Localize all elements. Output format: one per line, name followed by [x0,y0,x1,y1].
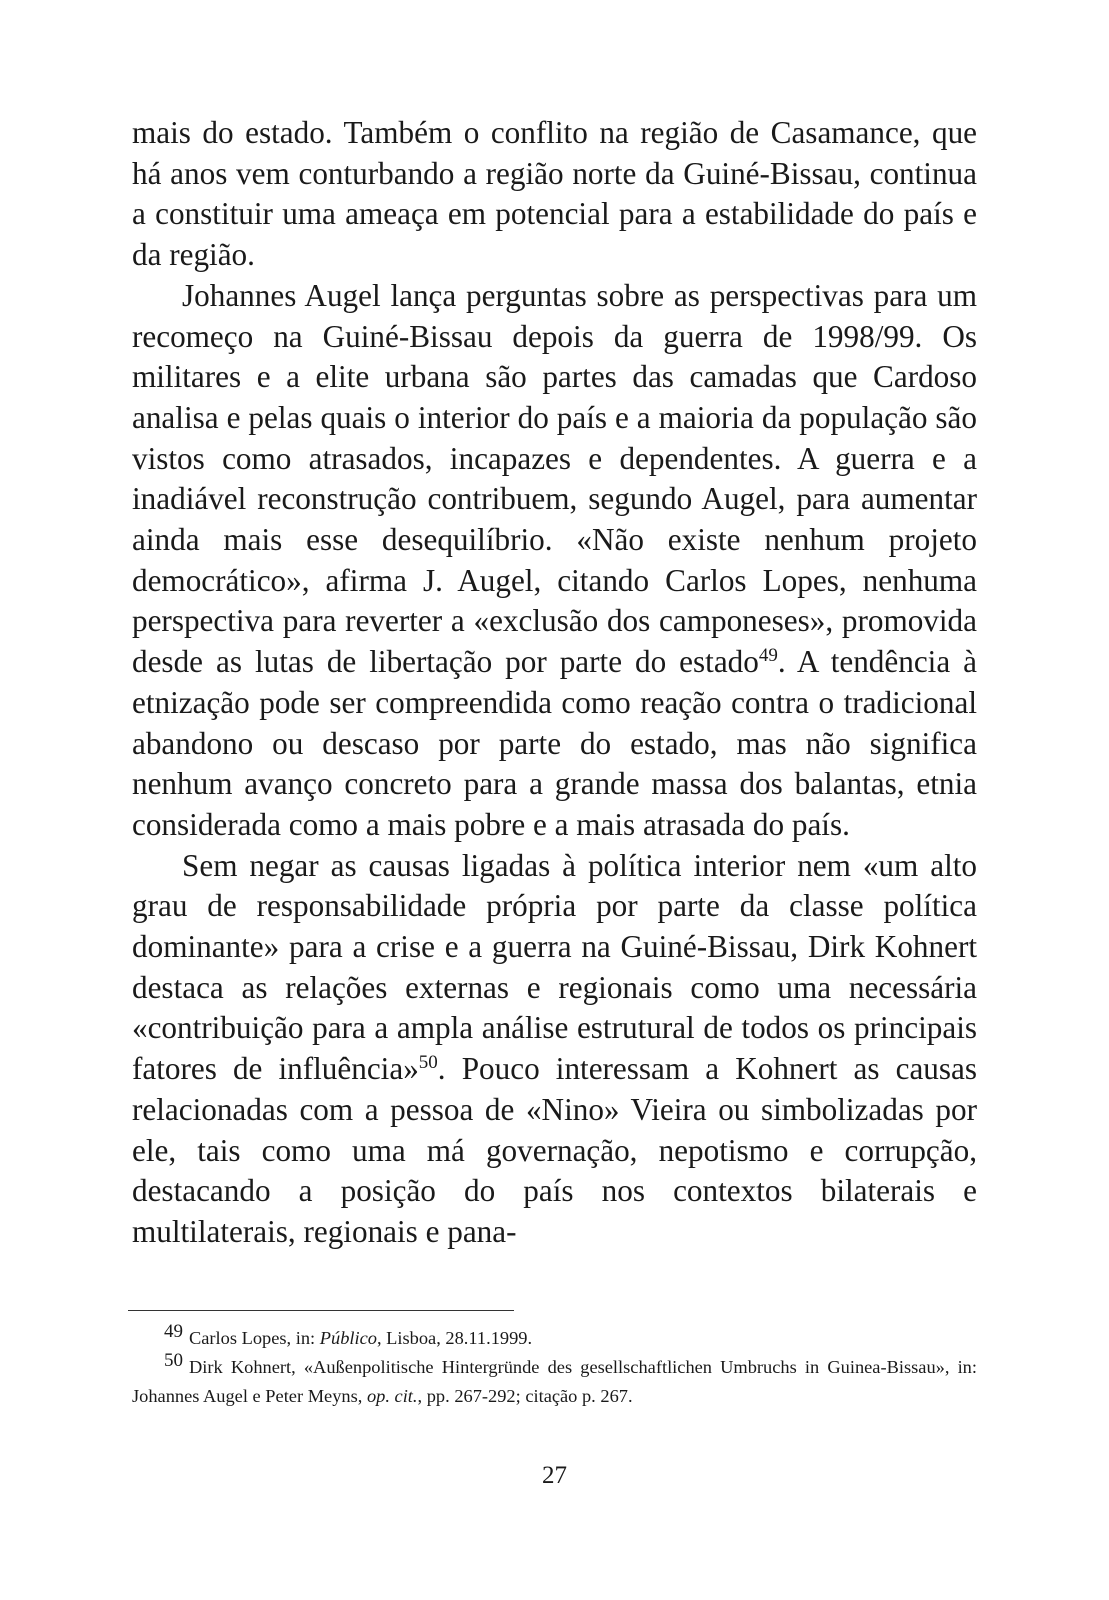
paragraph-3-text-b: . Pouco interessam a Kohnert as causas relacionadas com a pessoa de «Nino» Vieira ou simbolizadas por ele, tais como uma má governação, nepotismo e corrupção, destacando a posição do país nos contextos bilaterais e multilaterais, regionais e pana- [132,1051,977,1249]
footnote-number: 49 [164,1321,183,1342]
paragraph-2-text-a: Johannes Augel lança perguntas sobre as perspectivas para um recomeço na Guiné-Bissau depois da guerra de 1998/99. Os militares e a elite urbana são partes das camadas que Cardoso analisa e pelas quais o interior do país e a maioria da população são vistos como atrasados, incapazes e dependentes. A guerra e a inadiável reconstrução contribuem, segundo Augel, para aumentar ainda mais esse desequilíbrio. «Não existe nenhum projeto democrático», afirma J. Augel, citando Carlos Lopes, nenhuma perspectiva para reverter a «exclusão dos camponeses», promovida desde as lutas de libertação por parte do estado [132,277,977,680]
footnote-ref-50[interactable]: 50 [418,1052,438,1074]
footnotes [132,1321,977,1411]
footnote-text: , Lisboa, 28.11.1999. [376,1328,533,1348]
paragraph-2 [132,276,977,846]
footnote-text: , pp. 267-292; citação p. 267. [417,1386,633,1406]
paragraph-1: mais do estado. Também o conflito na região de Casamance, que há anos vem conturbando a região norte da Guiné-Bissau, continua a constituir uma ameaça em potencial para a estabilidade do país e da região. [132,115,977,273]
main-text [132,113,977,1253]
paragraph-3-text-a: Sem negar as causas ligadas à política interior nem «um alto grau de responsabilidade própria por parte da classe política dominante» para a crise e a guerra na Guiné-Bissau, Dirk Kohnert destaca as relações externas e regionais como uma necessária «contribuição para a ampla análise estrutural de todos os principais fatores de influência» [132,847,977,1087]
footnote-text: Dirk Kohnert, «Außenpolitische Hintergründe des gesellschaftlichen Umbruchs in Guinea-Bissau», in: Johannes Augel e Peter Meyns, [132,1357,977,1406]
footnote-49 [132,1321,977,1353]
footnote-italic: op. cit. [366,1386,418,1406]
footnote-ref-49[interactable]: 49 [758,645,778,667]
paragraph-3 [132,846,977,1253]
footnote-separator [128,1310,514,1311]
footnote-italic: Público [319,1328,377,1348]
footnote-number: 50 [164,1350,183,1371]
paragraph-2-text-b: . A tendência à etnização pode ser compreendida como reação contra o tradicional abandono ou descaso por parte do estado, mas não significa nenhum avanço concreto para a grande massa dos balantas, etnia considerada como a mais pobre e a mais atrasada do país. [132,644,978,842]
page-number: 27 [542,1462,567,1489]
footnote-text: Carlos Lopes, in: [189,1328,320,1348]
footnote-50 [132,1350,977,1411]
